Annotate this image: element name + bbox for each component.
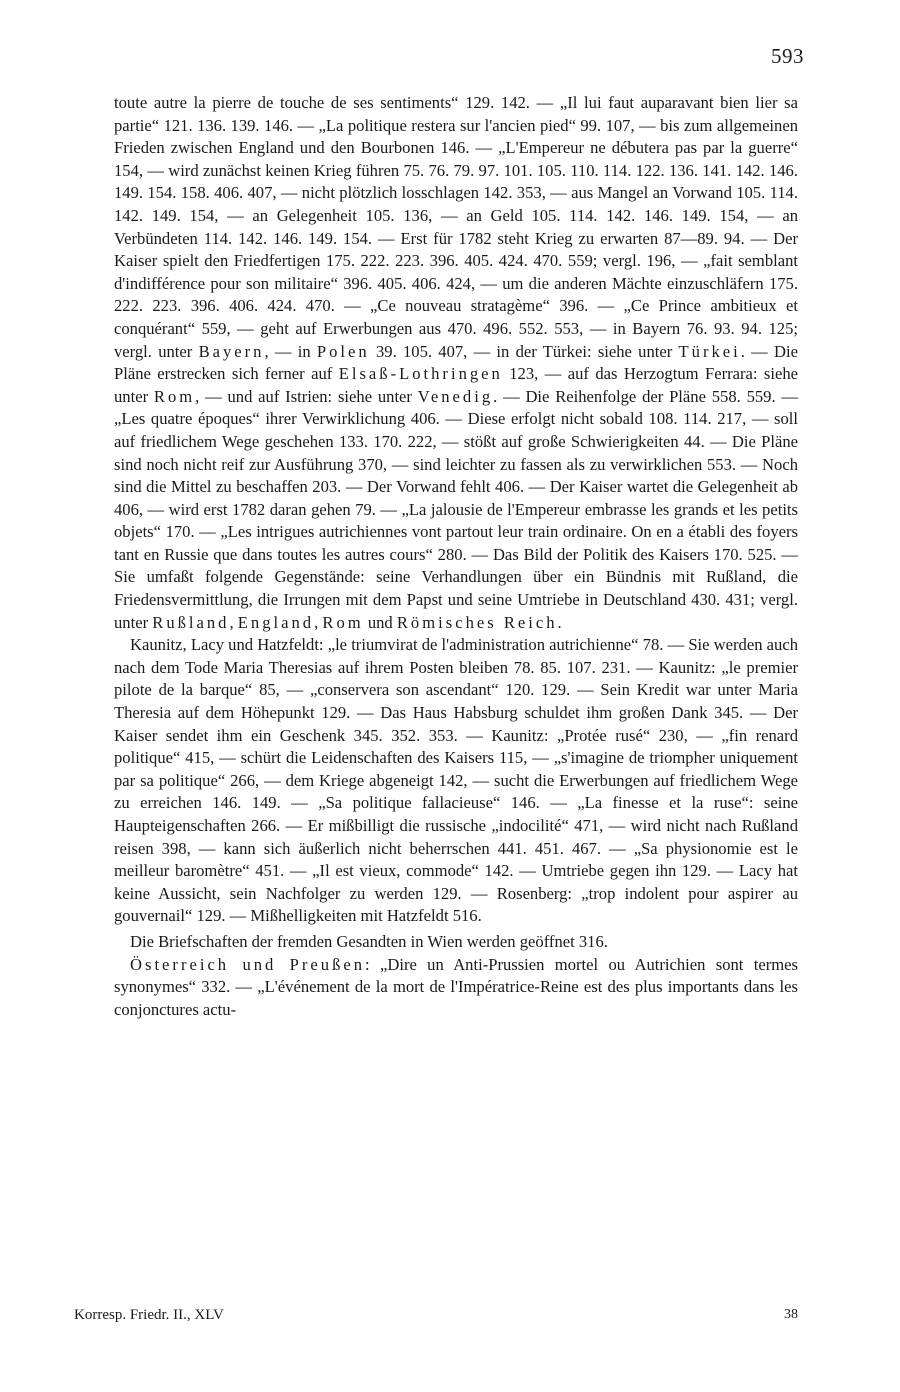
footer-signature-number: 38 bbox=[784, 1307, 798, 1322]
text-run: Die Briefschaften der fremden Gesandten in Wien werden geöffnet 316. bbox=[130, 931, 608, 951]
text-run: , — und auf Istrien: siehe unter bbox=[195, 386, 418, 406]
text-run: , bbox=[314, 612, 323, 632]
paragraph bbox=[114, 954, 798, 1022]
spaced-term: Römisches Reich bbox=[396, 612, 558, 632]
page-number: 593 bbox=[771, 44, 804, 68]
text-run: . — Die Pläne erstrecken sich ferner auf bbox=[114, 341, 798, 384]
footer-series-title: Korresp. Friedr. II., XLV bbox=[74, 1307, 224, 1323]
spaced-term: England bbox=[237, 612, 315, 632]
text-run: 39. 105. 407, — in der Türkei: siehe unter bbox=[369, 341, 679, 361]
paragraph bbox=[114, 634, 798, 928]
spaced-term: Türkei bbox=[678, 341, 741, 361]
text-run: . bbox=[557, 612, 562, 632]
spaced-term: Österreich und Preußen bbox=[130, 954, 366, 974]
text-run: und bbox=[363, 612, 397, 632]
spaced-term: Venedig bbox=[417, 386, 494, 406]
text-run: : „Dire un Anti-Prussien mortel ou Autrichien sont termes synonymes“ 332. — „L'événement de la mort de l'Impératrice-Reine est des plus importants dans les conjonctures actu- bbox=[114, 954, 798, 1019]
spaced-term: Rußland bbox=[152, 612, 230, 632]
text-run: . — Die Reihenfolge der Pläne 558. 559. — „Les quatre époques“ ihrer Verwirklichung 406. — Diese erfolgt nicht sobald 108. 114. 217, — soll auf friedlichem Wege geschehen 133. 170. 222, — stößt auf große Schwierigkeiten 44. — Die Pläne sind noch nicht reif zur Ausführung 370, — sind leichter zu fassen als zu verwirklichen 553. — Noch sind die Mittel zu beschaffen 203. — Der Vorwand fehlt 406. — Der Kaiser wartet die Gelegenheit ab 406, — wird erst 1782 daran gehen 79. — „La jalousie de l'Empereur embrasse les grands et les petits objets“ 170. — „Les intrigues autrichiennes vont partout leur train ordinaire. On en a établi des foyers tant en Russie que dans toutes les autres cours“ 280. — Das Bild der Politik des Kaisers 170. 525. — Sie umfaßt folgende Gegenstände: seine Verhandlungen über ein Bündnis mit Rußland, die Friedensvermittlung, die Irrungen mit dem Papst und seine Umtriebe in Deutschland 430. 431; vergl. unter bbox=[114, 386, 798, 632]
spaced-term: Rom bbox=[153, 386, 196, 406]
spaced-term: Elsaß-Lothringen bbox=[338, 364, 503, 384]
paragraph bbox=[114, 931, 798, 954]
spaced-term: Polen bbox=[316, 341, 370, 361]
text-run: Kaunitz, Lacy und Hatzfeldt: „le triumvirat de l'administration autrichienne“ 78. — Sie werden auch nach dem Tode Maria Theresias auf ihrem Posten bleiben 78. 85. 107. 231. — Kaunitz: „le premier pilote de la barque“ 85, — „conservera son ascendant“ 120. 129. — Sein Kredit war unter Maria Theresia auf dem Höhepunkt 129. — Das Haus Habsburg schuldet ihm großen Dank 345. — Der Kaiser sendet ihm ein Geschenk 345. 352. 353. — Kaunitz: „Protée rusé“ 230, — „fin renard politique“ 415, — schürt die Leidenschaften des Kaisers 115, — „s'imagine de triompher uniquement par sa politique“ 266, — dem Kriege abgeneigt 142, — sucht die Erwerbungen auf friedlichem Wege zu erreichen 146. 149. — „Sa politique fallacieuse“ 146. — „La finesse et la ruse“: seine Haupteigenschaften 266. — Er mißbilligt die russische „indocilité“ 471, — wird nicht nach Rußland reisen 398, — kann sich äußerlich nicht beherrschen 441. 451. 467. — „Sa physionomie est le meilleur baromètre“ 451. — „Il est vieux, commode“ 142. — Umtriebe gegen ihn 129. — Lacy hat keine Aussicht, sein Nachfolger zu werden 129. — Rosenberg: „trop indolent pour aspirer au gouvernail“ 129. — Mißhelligkeiten mit Hatzfeldt 516. bbox=[114, 635, 798, 926]
text-run: toute autre la pierre de touche de ses sentiments“ 129. 142. — „Il lui faut auparavant bien lier sa partie“ 121. 136. 139. 146. — „La politique restera sur l'ancien pied“ 99. 107, — bis zum allgemeinen Frieden zwischen England und den Bourbonen 146. — „L'Empereur ne débutera pas par la guerre“ 154, — wird zunächst keinen Krieg führen 75. 76. 79. 97. 101. 105. 110. 114. 122. 136. 141. 142. 146. 149. 154. 158. 406. 407, — nicht plötzlich losschlagen 142. 353, — aus Mangel an Vorwand 105. 114. 142. 149. 154, — an Gelegenheit 105. 136, — an Geld 105. 114. 142. 146. 149. 154, — an Verbündeten 114. 142. 146. 149. 154. — Erst für 1782 steht Krieg zu erwarten 87—89. 94. — Der Kaiser spielt den Friedfertigen 175. 222. 223. 396. 405. 424. 470. 559; vergl. 196, — „fait semblant d'indifférence pour son militaire“ 396. 405. 406. 424, — um die anderen Mächte einzuschläfern 175. 222. 223. 396. 406. 424. 470. — „Ce nouveau stratagème“ 396. — „Ce Prince ambitieux et conquérant“ 559, — geht auf Erwerbungen aus 470. 496. 552. 553, — in Bayern 76. 93. 94. 125; vergl. unter bbox=[114, 93, 798, 361]
text-run: 123, — auf das Herzogtum Ferrara: siehe unter bbox=[114, 364, 799, 406]
body-text bbox=[114, 92, 798, 1021]
spaced-term: Bayern bbox=[198, 341, 265, 361]
spaced-term: Rom bbox=[322, 612, 364, 632]
paragraph bbox=[114, 92, 798, 634]
text-run: , bbox=[229, 612, 238, 632]
text-run: , — in bbox=[264, 341, 317, 361]
